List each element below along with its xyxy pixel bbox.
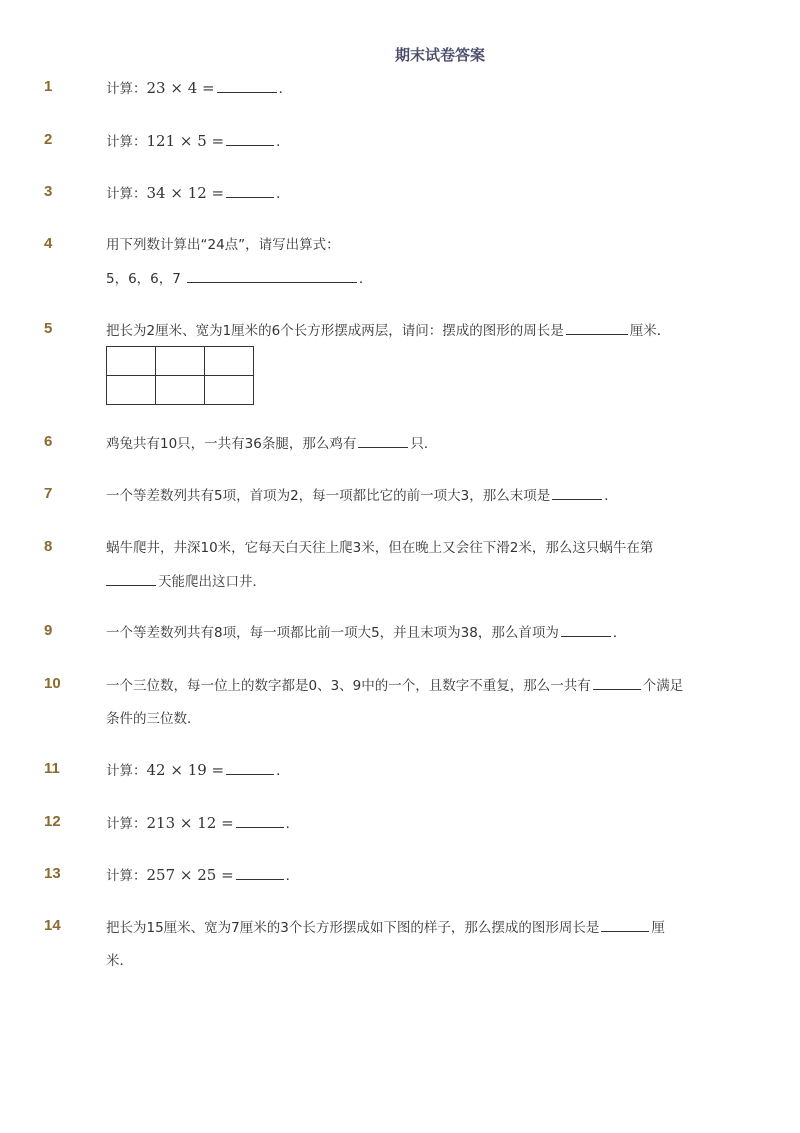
question-number: 2 (44, 131, 53, 148)
answer-blank[interactable] (552, 485, 602, 500)
question-text-end: ． (612, 625, 627, 641)
question-text-end: ． (285, 816, 300, 832)
question-text: 厘 (651, 920, 665, 936)
math-expression: 23 × 4 = (146, 79, 215, 97)
question-text: 计算： (106, 186, 147, 202)
question-number: 3 (44, 183, 53, 200)
answer-blank[interactable] (226, 183, 274, 198)
answer-blank[interactable] (217, 78, 277, 93)
answer-blank[interactable] (601, 917, 649, 932)
question-number: 11 (44, 760, 60, 777)
question-text-end: ． (285, 868, 300, 884)
question-text-end: 天能爬出这口井． (158, 574, 266, 590)
question-text: 把长为15厘米、宽为7厘米的3个长方形摆成如下图的样子，那么摆成的图形周长是 (106, 920, 600, 936)
rectangle-grid-figure (106, 346, 254, 405)
answer-blank[interactable] (358, 433, 408, 448)
question-number: 8 (44, 538, 53, 555)
question-text: 把长为2厘米、宽为1厘米的6个长方形摆成两层，请问：摆成的图形的周长是 (106, 323, 564, 339)
question-number: 13 (44, 865, 61, 882)
question-text-end: 只． (410, 436, 438, 452)
answer-blank[interactable] (236, 865, 284, 880)
question-text-end: ． (278, 81, 293, 97)
question-number: 1 (44, 78, 53, 95)
math-expression: 257 × 25 = (146, 866, 234, 884)
question-text: 计算： (106, 81, 147, 97)
question-text: 计算： (106, 134, 147, 150)
math-expression: 213 × 12 = (146, 814, 234, 832)
question-number: 5 (44, 320, 53, 337)
question-number: 7 (44, 485, 53, 502)
answer-blank[interactable] (566, 320, 628, 335)
math-expression: 34 × 12 = (146, 184, 225, 202)
question-number: 10 (44, 675, 61, 692)
question-number: 6 (44, 433, 53, 450)
question-text: 一个三位数，每一位上的数字都是0、3、9中的一个，且数字不重复，那么一共有 (106, 678, 591, 694)
answer-blank[interactable] (236, 813, 284, 828)
grid-cell (205, 347, 254, 376)
question-text: 个满足 (642, 678, 684, 694)
question-text: 计算： (106, 763, 147, 779)
question-text: 计算： (106, 816, 147, 832)
answer-blank[interactable] (593, 675, 641, 690)
question-number: 12 (44, 813, 61, 830)
grid-cell (156, 347, 205, 376)
question-text-end: 条件的三位数． (106, 711, 201, 727)
question-text: 蜗牛爬井，井深10米，它每天白天往上爬3米，但在晚上又会往下滑2米，那么这只蜗牛在第 (106, 540, 654, 556)
question-text-end: 厘米． (629, 323, 671, 339)
math-expression: 121 × 5 = (146, 132, 225, 150)
answer-blank[interactable] (226, 760, 274, 775)
question-text-end: ． (276, 186, 290, 202)
grid-cell (107, 347, 156, 376)
question-text: 一个等差数列共有8项，每一项都比前一项大5，并且末项为38，那么首项为 (106, 625, 559, 641)
answer-blank[interactable] (106, 571, 156, 586)
question-text-end: ． (276, 134, 290, 150)
question-number: 4 (44, 235, 53, 252)
answer-blank[interactable] (561, 622, 611, 637)
question-text-end: ． (604, 488, 618, 504)
answer-blank[interactable] (226, 131, 274, 146)
question-text: 一个等差数列共有5项，首项为2，每一项都比它的前一项大3，那么末项是 (106, 488, 551, 504)
math-expression: 42 × 19 = (146, 761, 225, 779)
question-text: 鸡兔共有10只，一共有36条腿，那么鸡有 (106, 436, 357, 452)
question-text-end: ． (276, 763, 290, 779)
page-title: 期末试卷答案 (394, 46, 485, 64)
question-number: 9 (44, 622, 53, 639)
grid-cell (107, 376, 156, 405)
question-text: 用下列数计算出“24点”，请写出算式： (106, 237, 340, 253)
grid-cell (156, 376, 205, 405)
question-number: 14 (44, 917, 61, 934)
grid-cell (205, 376, 254, 405)
question-text-end: 米． (106, 953, 133, 969)
question-text-end: ． (358, 271, 373, 287)
answer-blank[interactable] (187, 268, 357, 283)
question-text: 5，6，6，7 (106, 271, 181, 287)
question-text: 计算： (106, 868, 147, 884)
